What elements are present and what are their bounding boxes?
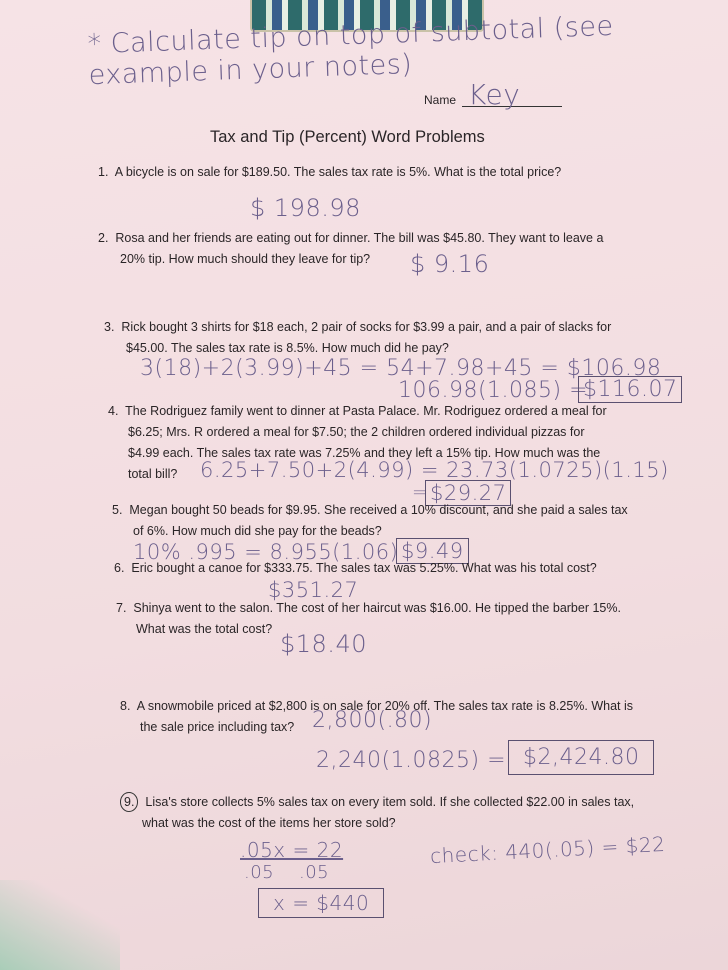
- work-3-line-1: 3(18)+2(3.99)+45 = 54+7.98+45 = $106.98: [140, 356, 662, 381]
- answer-6: $351.27: [268, 578, 359, 602]
- problem-7: 7. Shinya went to the salon. The cost of her haircut was $16.00. He tipped the barber 15%. What was the total cost?: [116, 601, 621, 636]
- answer-1: $ 198.98: [250, 194, 361, 222]
- problem-1: 1. A bicycle is on sale for $189.50. The sales tax rate is 5%. What is the total price?: [98, 165, 562, 179]
- work-8-line-1: 2,800(.80): [312, 708, 433, 733]
- work-9-line-2: .05 .05: [244, 862, 330, 883]
- page-title: Tax and Tip (Percent) Word Problems: [210, 128, 485, 146]
- header-note: * Calculate tip on top of subtotal (see example in your notes): [87, 10, 615, 92]
- answer-8: $2,424.80: [508, 740, 654, 775]
- answer-2: $ 9.16: [410, 250, 490, 278]
- problem-6: 6. Eric bought a canoe for $333.75. The sales tax was 5.25%. What was his total cost?: [114, 561, 597, 575]
- work-4-equals: =: [412, 482, 428, 503]
- answer-5: $9.49: [396, 538, 469, 564]
- problem-8: 8. A snowmobile priced at $2,800 is on sale for 20% off. The sales tax rate is 8.25%. What is the sale price including tax?: [120, 699, 634, 734]
- work-9-line-1: .05x = 22: [240, 838, 344, 862]
- problem-5: 5. Megan bought 50 beads for $9.95. She received a 10% discount, and she paid a sales tax of 6%. How much did she pay for the beads?: [112, 503, 628, 538]
- problem-4: 4. The Rodriguez family went to dinner at Pasta Palace. Mr. Rodriguez ordered a meal for $6.25; Mrs. R ordered a meal for $7.50; the 2 children ordered individual pizzas for $4.99 each. The sales tax rate was 7.25% and they left a 15% tip. How much was the total bill?: [108, 404, 607, 481]
- problem-2: 2. Rosa and her friends are eating out for dinner. The bill was $45.80. They want to leave a 20% tip. How much should they leave for tip?: [98, 231, 604, 266]
- answer-3: $116.07: [578, 376, 682, 403]
- work-5: 10% .995 = 8.955(1.06): [133, 540, 399, 564]
- answer-9: x = $440: [258, 888, 384, 918]
- work-8-line-2: 2,240(1.0825) =: [316, 748, 507, 773]
- name-value: Key: [468, 78, 521, 111]
- work-4: 6.25+7.50+2(4.99) = 23.73(1.0725)(1.15): [200, 458, 669, 482]
- answer-4: $29.27: [425, 480, 511, 506]
- work-3-line-2: 106.98(1.085) =: [398, 378, 589, 403]
- problem-3: 3. Rick bought 3 shirts for $18 each, 2 pair of socks for $3.99 a pair, and a pair of slacks for $45.00. The sales tax rate is 8.5%. How much did he pay?: [104, 320, 612, 355]
- answer-7: $18.40: [280, 630, 367, 658]
- check-9: check: 440(.05) = $22: [429, 831, 666, 869]
- background-corner: [0, 880, 120, 970]
- problem-9: 9. Lisa's store collects 5% sales tax on every item sold. If she collected $22.00 in sales tax, what was the cost of the items her store sold?: [120, 792, 634, 834]
- name-label: Name: [424, 93, 457, 107]
